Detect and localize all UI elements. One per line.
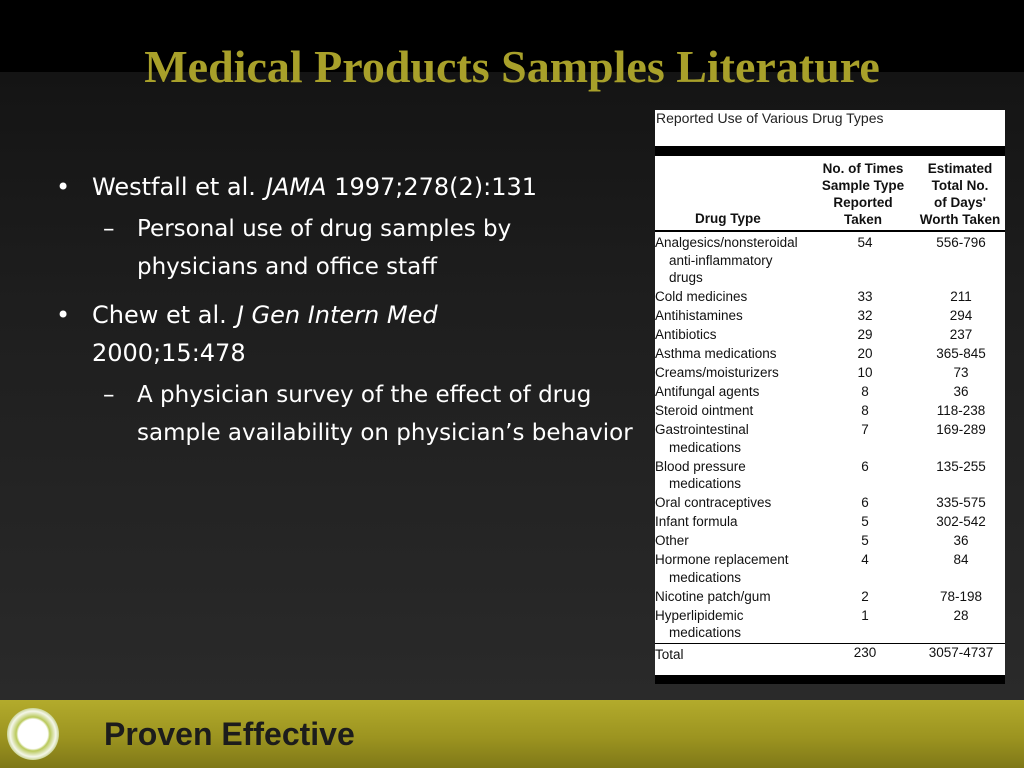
cell-days-taken: 118-238 — [936, 403, 986, 418]
table-row — [655, 458, 1005, 493]
drug-type-line: anti-inflammatory — [669, 252, 773, 268]
sub-bullet-item — [48, 376, 638, 452]
drug-type-line: Oral contraceptives — [655, 495, 772, 510]
cell-times-taken: 6 — [861, 495, 869, 510]
drug-table — [655, 156, 1005, 675]
drug-table-figure — [655, 110, 1005, 684]
citation-journal: JAMA — [265, 173, 327, 201]
cell-drug-type — [655, 326, 815, 344]
cell-drug-type — [655, 383, 815, 401]
cell-times-taken: 1 — [861, 607, 869, 623]
cell-drug-type — [655, 494, 815, 512]
cell-times-taken: 10 — [857, 365, 873, 380]
cell-days-taken: 78-198 — [939, 588, 983, 604]
table-row — [655, 364, 1005, 382]
cell-times-taken: 54 — [857, 235, 873, 250]
cell-days-taken: 294 — [949, 308, 973, 323]
header-line: No. of Times — [822, 161, 904, 176]
sub-bullet-dash: – — [103, 382, 115, 408]
drug-type-line: Infant formula — [655, 514, 738, 529]
header-drug-type: Drug Type — [695, 211, 761, 226]
drug-type-line: Cold medicines — [655, 289, 748, 304]
slide-title: Medical Products Samples Literature — [144, 41, 880, 92]
bullet-item — [48, 296, 638, 372]
drug-type-line: Hyperlipidemic — [655, 607, 744, 623]
cell-times-taken: 6 — [861, 458, 869, 474]
drug-type-line: Creams/moisturizers — [655, 365, 779, 380]
sub-bullet-item — [48, 210, 638, 286]
cell-days-taken: 36 — [953, 384, 969, 399]
cell-drug-type — [655, 532, 815, 550]
drug-type-line: Antihistamines — [655, 308, 743, 323]
cell-drug-type — [655, 421, 815, 456]
cell-days-taken: 84 — [953, 552, 969, 567]
cell-drug-type — [655, 234, 815, 287]
header-line: Sample Type — [821, 178, 905, 193]
table-row — [655, 234, 1005, 287]
header-times-taken — [813, 160, 913, 228]
bullet-dot: • — [56, 301, 71, 329]
header-line: Taken — [843, 212, 882, 227]
table-row — [655, 421, 1005, 456]
cell-days-taken: 237 — [949, 327, 973, 342]
table-row — [655, 402, 1005, 420]
cell-drug-type — [655, 345, 815, 363]
citation-volume: 2000;15:478 — [92, 339, 246, 367]
cell-drug-type — [655, 288, 815, 306]
cell-times-taken: 4 — [861, 552, 869, 567]
citation-journal: J Gen Intern Med — [236, 301, 438, 329]
table-row — [655, 532, 1005, 550]
drug-type-line: Steroid ointment — [655, 403, 754, 418]
drug-type-line: Antibiotics — [655, 327, 717, 342]
table-row — [655, 288, 1005, 306]
header-line: of Days' — [934, 195, 986, 210]
drug-type-line: Blood pressure — [655, 458, 746, 474]
cell-days-taken: 135-255 — [936, 458, 986, 474]
cell-days-taken: 169-289 — [936, 422, 986, 437]
cell-times-taken: 32 — [857, 308, 873, 323]
drug-type-line: Nicotine patch/gum — [655, 588, 771, 604]
cell-days-taken: 556-796 — [936, 235, 986, 250]
table-row — [655, 588, 1005, 606]
drug-type-line: Analgesics/nonsteroidal — [655, 235, 798, 250]
table-row — [655, 513, 1005, 531]
sub-bullet-text: Personal use of drug samples by physicians and office staff — [137, 216, 512, 280]
drug-type-line: Gastrointestinal — [655, 422, 749, 437]
drug-type-line: medications — [669, 625, 742, 640]
table-row — [655, 494, 1005, 512]
cell-days-taken: 73 — [953, 365, 969, 380]
cell-drug-type — [655, 307, 815, 325]
cell-days-taken: 335-575 — [936, 495, 986, 510]
cell-times-taken: 33 — [857, 289, 873, 304]
header-line: Reported — [833, 195, 893, 210]
header-line: Total No. — [931, 178, 989, 193]
cell-drug-type — [655, 364, 815, 382]
cell-days-taken: 365-845 — [936, 346, 986, 361]
cell-times-taken: 5 — [861, 533, 869, 548]
table-row — [655, 383, 1005, 401]
header-line: Estimated — [927, 161, 993, 176]
cell-days-taken: 211 — [950, 289, 972, 304]
total-label: Total — [655, 647, 684, 662]
cell-drug-type — [655, 458, 815, 493]
cell-times-taken: 7 — [861, 422, 869, 437]
table-header — [655, 156, 1005, 232]
sub-bullet-dash: – — [103, 216, 115, 242]
cell-times-taken: 5 — [861, 514, 869, 529]
cell-times-taken: 20 — [857, 346, 873, 361]
cell-drug-type — [655, 551, 815, 586]
table-row — [655, 326, 1005, 344]
cell-drug-type — [655, 588, 815, 606]
cell-times-taken: 29 — [857, 327, 873, 342]
drug-type-line: Antifungal agents — [655, 384, 760, 399]
cell-days-taken: 36 — [953, 533, 969, 548]
bullet-dot: • — [56, 173, 71, 201]
total-days-taken: 3057-4737 — [928, 645, 994, 660]
cell-drug-type — [655, 402, 815, 420]
drug-type-line: medications — [669, 476, 742, 491]
table-row — [655, 551, 1005, 586]
table-row — [655, 345, 1005, 363]
cell-days-taken: 302-542 — [936, 514, 986, 529]
cell-drug-type — [655, 607, 815, 642]
bullet-list — [48, 168, 638, 462]
sub-bullet-text: A physician survey of the effect of drug sample availability on physician’s behavior — [137, 382, 633, 446]
drug-type-line: Asthma medications — [655, 346, 777, 361]
drug-type-line: medications — [669, 569, 742, 585]
table-row — [655, 607, 1005, 642]
footer-title: Proven Effective — [104, 716, 355, 752]
total-times-taken: 230 — [853, 645, 877, 660]
drug-type-line: Hormone replacement — [655, 552, 789, 567]
circle-logo-icon — [7, 708, 59, 760]
citation-volume: 1997;278(2):131 — [334, 173, 538, 201]
bullet-item — [48, 168, 638, 206]
citation-authors: Westfall et al. — [92, 173, 256, 201]
drug-type-line: drugs — [669, 270, 703, 285]
table-caption: Reported Use of Various Drug Types — [655, 110, 1005, 146]
citation-authors: Chew et al. — [92, 301, 227, 329]
cell-days-taken: 28 — [953, 607, 969, 623]
cell-times-taken: 2 — [861, 588, 869, 604]
cell-drug-type — [655, 513, 815, 531]
cell-times-taken: 8 — [861, 403, 869, 418]
footer-bar — [0, 700, 1024, 768]
cell-times-taken: 8 — [861, 384, 869, 399]
table-body — [655, 234, 1005, 665]
table-total-row — [655, 643, 1005, 664]
header-days-taken — [915, 160, 1005, 228]
drug-type-line: Other — [655, 533, 689, 548]
drug-type-line: medications — [669, 439, 742, 455]
table-row — [655, 307, 1005, 325]
header-line: Worth Taken — [919, 212, 1001, 227]
